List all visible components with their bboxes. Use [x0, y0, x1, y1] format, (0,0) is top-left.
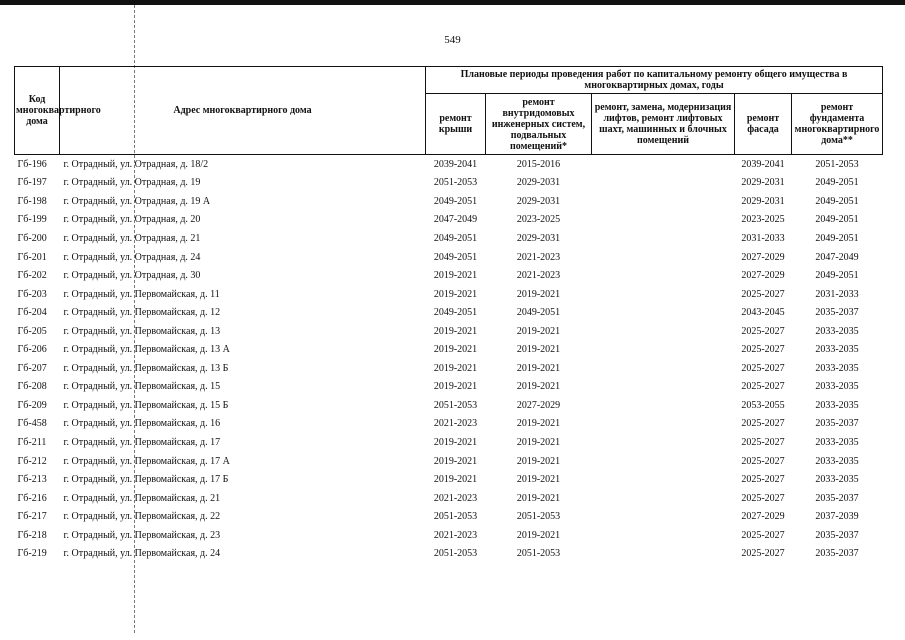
systems-cell: 2019-2021: [516, 529, 561, 541]
roof-cell: 2039-2041: [426, 155, 486, 174]
foundation-cell: 2035-2037: [815, 307, 859, 319]
address-cell: г. Отрадный, ул. Отрадная, д. 20: [63, 214, 201, 226]
facade-cell: 2025-2027: [741, 381, 785, 393]
foundation-cell: 2033-2035: [815, 325, 859, 337]
code-cell: Гб-212: [17, 455, 47, 467]
table-row: [15, 507, 883, 526]
foundation-cell: 2033-2035: [815, 381, 859, 393]
code-cell: Гб-196: [15, 155, 60, 174]
header-roof-repair: ремонт крыши: [426, 94, 486, 155]
table-row: [15, 229, 883, 248]
header-code: Код многоквартирного дома: [15, 67, 60, 155]
address-cell: г. Отрадный, ул. Первомайская, д. 24: [63, 548, 221, 560]
facade-cell: 2029-2031: [741, 177, 785, 189]
elevators-cell: [592, 507, 735, 526]
systems-cell: 2019-2021: [516, 325, 561, 337]
elevators-cell: [592, 396, 735, 415]
facade-cell: 2025-2027: [741, 548, 785, 560]
table-row: [15, 470, 883, 489]
address-cell: г. Отрадный, ул. Первомайская, д. 21: [63, 492, 221, 504]
foundation-cell: 2049-2051: [815, 177, 859, 189]
facade-cell: 2027-2029: [741, 251, 785, 263]
systems-cell: 2019-2021: [516, 362, 561, 374]
code-cell: Гб-205: [17, 325, 47, 337]
elevators-cell: [592, 359, 735, 378]
facade-cell: 2025-2027: [741, 344, 785, 356]
elevators-cell: [592, 544, 735, 563]
systems-cell: 2051-2053: [516, 511, 561, 523]
foundation-cell: 2031-2033: [815, 288, 859, 300]
elevators-cell: [592, 322, 735, 341]
code-cell: Гб-204: [17, 307, 47, 319]
foundation-cell: 2049-2051: [815, 214, 859, 226]
roof-cell: 2021-2023: [433, 418, 478, 430]
code-cell: Гб-201: [17, 251, 47, 263]
code-cell: Гб-458: [17, 418, 47, 430]
facade-cell: 2043-2045: [741, 307, 785, 319]
code-cell: Гб-213: [17, 474, 47, 486]
elevators-cell: [592, 174, 735, 193]
systems-cell: 2015-2016: [486, 155, 592, 174]
roof-cell: 2019-2021: [433, 474, 478, 486]
header-address: Адрес многоквартирного дома: [60, 67, 426, 155]
foundation-cell: 2033-2035: [815, 344, 859, 356]
header-engineering-systems-repair: ремонт внутридомовых инженерных систем, подвальных помещений*: [486, 94, 592, 155]
table-row: [15, 526, 883, 545]
roof-cell: 2019-2021: [433, 288, 478, 300]
code-cell: Гб-203: [17, 288, 47, 300]
roof-cell: 2019-2021: [433, 436, 478, 448]
systems-cell: 2019-2021: [516, 381, 561, 393]
foundation-cell: 2033-2035: [815, 474, 859, 486]
facade-cell: 2025-2027: [741, 474, 785, 486]
table-row: [15, 248, 883, 267]
systems-cell: 2019-2021: [516, 418, 561, 430]
foundation-cell: 2051-2053: [792, 155, 883, 174]
table-row: [15, 359, 883, 378]
facade-cell: 2053-2055: [741, 399, 785, 411]
systems-cell: 2019-2021: [516, 344, 561, 356]
table-row: [15, 452, 883, 471]
table-row: [15, 303, 883, 322]
systems-cell: 2019-2021: [516, 474, 561, 486]
systems-cell: 2029-2031: [516, 195, 561, 207]
address-cell: г. Отрадный, ул. Первомайская, д. 17 А: [63, 455, 230, 467]
address-cell: г. Отрадный, ул. Первомайская, д. 15: [63, 381, 221, 393]
roof-cell: 2047-2049: [433, 214, 478, 226]
table-row: [15, 285, 883, 304]
foundation-cell: 2033-2035: [815, 362, 859, 374]
facade-cell: 2025-2027: [741, 529, 785, 541]
code-cell: Гб-211: [17, 436, 47, 448]
roof-cell: 2021-2023: [433, 529, 478, 541]
elevators-cell: [592, 266, 735, 285]
foundation-cell: 2049-2051: [815, 270, 859, 282]
systems-cell: 2021-2023: [516, 270, 561, 282]
foundation-cell: 2035-2037: [815, 529, 859, 541]
elevators-cell: [592, 211, 735, 230]
table-row: [15, 211, 883, 230]
address-cell: г. Отрадный, ул. Первомайская, д. 15 Б: [63, 399, 229, 411]
table-row: [15, 322, 883, 341]
table-row: [15, 266, 883, 285]
address-cell: г. Отрадный, ул. Первомайская, д. 23: [63, 529, 221, 541]
table-row: [15, 415, 883, 434]
address-cell: г. Отрадный, ул. Первомайская, д. 13 Б: [63, 362, 229, 374]
elevators-cell: [592, 415, 735, 434]
address-cell: г. Отрадный, ул. Отрадная, д. 24: [63, 251, 201, 263]
address-cell: г. Отрадный, ул. Отрадная, д. 21: [63, 232, 201, 244]
code-cell: Гб-200: [17, 232, 47, 244]
address-cell: г. Отрадный, ул. Первомайская, д. 22: [63, 511, 221, 523]
code-cell: Гб-218: [17, 529, 47, 541]
roof-cell: 2051-2053: [433, 511, 478, 523]
elevators-cell: [592, 378, 735, 397]
foundation-cell: 2049-2051: [815, 232, 859, 244]
systems-cell: 2051-2053: [516, 548, 561, 560]
header-elevator-repair: ремонт, замена, модернизация лифтов, ремонт лифтовых шахт, машинных и блочных помещений: [592, 94, 735, 155]
foundation-cell: 2047-2049: [815, 251, 859, 263]
roof-cell: 2019-2021: [433, 381, 478, 393]
table-row: [15, 340, 883, 359]
code-cell: Гб-207: [17, 362, 47, 374]
facade-cell: 2023-2025: [741, 214, 785, 226]
elevators-cell: [592, 452, 735, 471]
elevators-cell: [592, 155, 735, 174]
roof-cell: 2019-2021: [433, 325, 478, 337]
systems-cell: 2027-2029: [516, 399, 561, 411]
code-cell: Гб-202: [17, 270, 47, 282]
code-cell: Гб-216: [17, 492, 47, 504]
roof-cell: 2019-2021: [433, 362, 478, 374]
scan-top-border: [0, 0, 905, 5]
code-cell: Гб-209: [17, 399, 47, 411]
elevators-cell: [592, 229, 735, 248]
address-cell: г. Отрадный, ул. Первомайская, д. 11: [63, 288, 220, 300]
elevators-cell: [592, 192, 735, 211]
page-number: 549: [444, 34, 461, 46]
code-cell: Гб-199: [17, 214, 47, 226]
facade-cell: 2025-2027: [741, 362, 785, 374]
code-cell: Гб-219: [17, 548, 47, 560]
elevators-cell: [592, 526, 735, 545]
elevators-cell: [592, 489, 735, 508]
table-row: [15, 489, 883, 508]
roof-cell: 2051-2053: [433, 399, 478, 411]
table-body: [15, 155, 883, 564]
address-cell: г. Отрадный, ул. Первомайская, д. 16: [63, 418, 221, 430]
systems-cell: 2023-2025: [516, 214, 561, 226]
roof-cell: 2019-2021: [433, 270, 478, 282]
foundation-cell: 2037-2039: [815, 511, 859, 523]
table-row: [15, 396, 883, 415]
address-cell: г. Отрадный, ул. Первомайская, д. 17: [63, 436, 221, 448]
table-row: [15, 544, 883, 563]
repair-schedule-table: [14, 66, 883, 563]
foundation-cell: 2035-2037: [815, 492, 859, 504]
facade-cell: 2027-2029: [741, 270, 785, 282]
roof-cell: 2049-2051: [433, 307, 478, 319]
systems-cell: 2019-2021: [516, 492, 561, 504]
systems-cell: 2019-2021: [516, 436, 561, 448]
table-row: [15, 378, 883, 397]
systems-cell: 2021-2023: [516, 251, 561, 263]
foundation-cell: 2035-2037: [815, 548, 859, 560]
elevators-cell: [592, 470, 735, 489]
address-cell: г. Отрадный, ул. Первомайская, д. 13: [63, 325, 221, 337]
code-cell: Гб-197: [17, 177, 47, 189]
foundation-cell: 2035-2037: [815, 418, 859, 430]
roof-cell: 2049-2051: [433, 232, 478, 244]
code-cell: Гб-217: [17, 511, 47, 523]
roof-cell: 2019-2021: [433, 344, 478, 356]
foundation-cell: 2049-2051: [815, 195, 859, 207]
systems-cell: 2019-2021: [516, 455, 561, 467]
address-cell: г. Отрадный, ул. Отрадная, д. 18/2: [60, 155, 426, 174]
foundation-cell: 2033-2035: [815, 399, 859, 411]
facade-cell: 2025-2027: [741, 288, 785, 300]
table-row: [15, 174, 883, 193]
table-row: [15, 433, 883, 452]
roof-cell: 2019-2021: [433, 455, 478, 467]
roof-cell: 2051-2053: [433, 548, 478, 560]
elevators-cell: [592, 340, 735, 359]
elevators-cell: [592, 303, 735, 322]
code-cell: Гб-206: [17, 344, 47, 356]
code-cell: Гб-208: [17, 381, 47, 393]
header-foundation-repair: ремонт фундамента многоквартирного дома**: [792, 94, 883, 155]
foundation-cell: 2033-2035: [815, 436, 859, 448]
facade-cell: 2025-2027: [741, 492, 785, 504]
elevators-cell: [592, 285, 735, 304]
foundation-cell: 2033-2035: [815, 455, 859, 467]
elevators-cell: [592, 248, 735, 267]
facade-cell: 2031-2033: [741, 232, 785, 244]
facade-cell: 2025-2027: [741, 436, 785, 448]
facade-cell: 2025-2027: [741, 418, 785, 430]
address-cell: г. Отрадный, ул. Первомайская, д. 12: [63, 307, 221, 319]
table-row: [15, 155, 883, 174]
systems-cell: 2049-2051: [516, 307, 561, 319]
address-cell: г. Отрадный, ул. Отрадная, д. 19: [63, 177, 201, 189]
facade-cell: 2025-2027: [741, 455, 785, 467]
code-cell: Гб-198: [17, 195, 47, 207]
address-cell: г. Отрадный, ул. Отрадная, д. 19 А: [63, 195, 211, 207]
table-row: [15, 192, 883, 211]
systems-cell: 2029-2031: [516, 177, 561, 189]
header-facade-repair: ремонт фасада: [735, 94, 792, 155]
roof-cell: 2049-2051: [433, 251, 478, 263]
systems-cell: 2029-2031: [516, 232, 561, 244]
elevators-cell: [592, 433, 735, 452]
facade-cell: 2029-2031: [741, 195, 785, 207]
roof-cell: 2049-2051: [433, 195, 478, 207]
facade-cell: 2027-2029: [741, 511, 785, 523]
systems-cell: 2019-2021: [516, 288, 561, 300]
address-cell: г. Отрадный, ул. Первомайская, д. 13 А: [63, 344, 230, 356]
roof-cell: 2021-2023: [433, 492, 478, 504]
address-cell: г. Отрадный, ул. Отрадная, д. 30: [63, 270, 201, 282]
facade-cell: 2025-2027: [741, 325, 785, 337]
header-planned-periods: Плановые периоды проведения работ по капитальному ремонту общего имущества в многоквартирных домах, годы: [426, 67, 883, 94]
address-cell: г. Отрадный, ул. Первомайская, д. 17 Б: [63, 474, 229, 486]
roof-cell: 2051-2053: [433, 177, 478, 189]
facade-cell: 2039-2041: [735, 155, 792, 174]
